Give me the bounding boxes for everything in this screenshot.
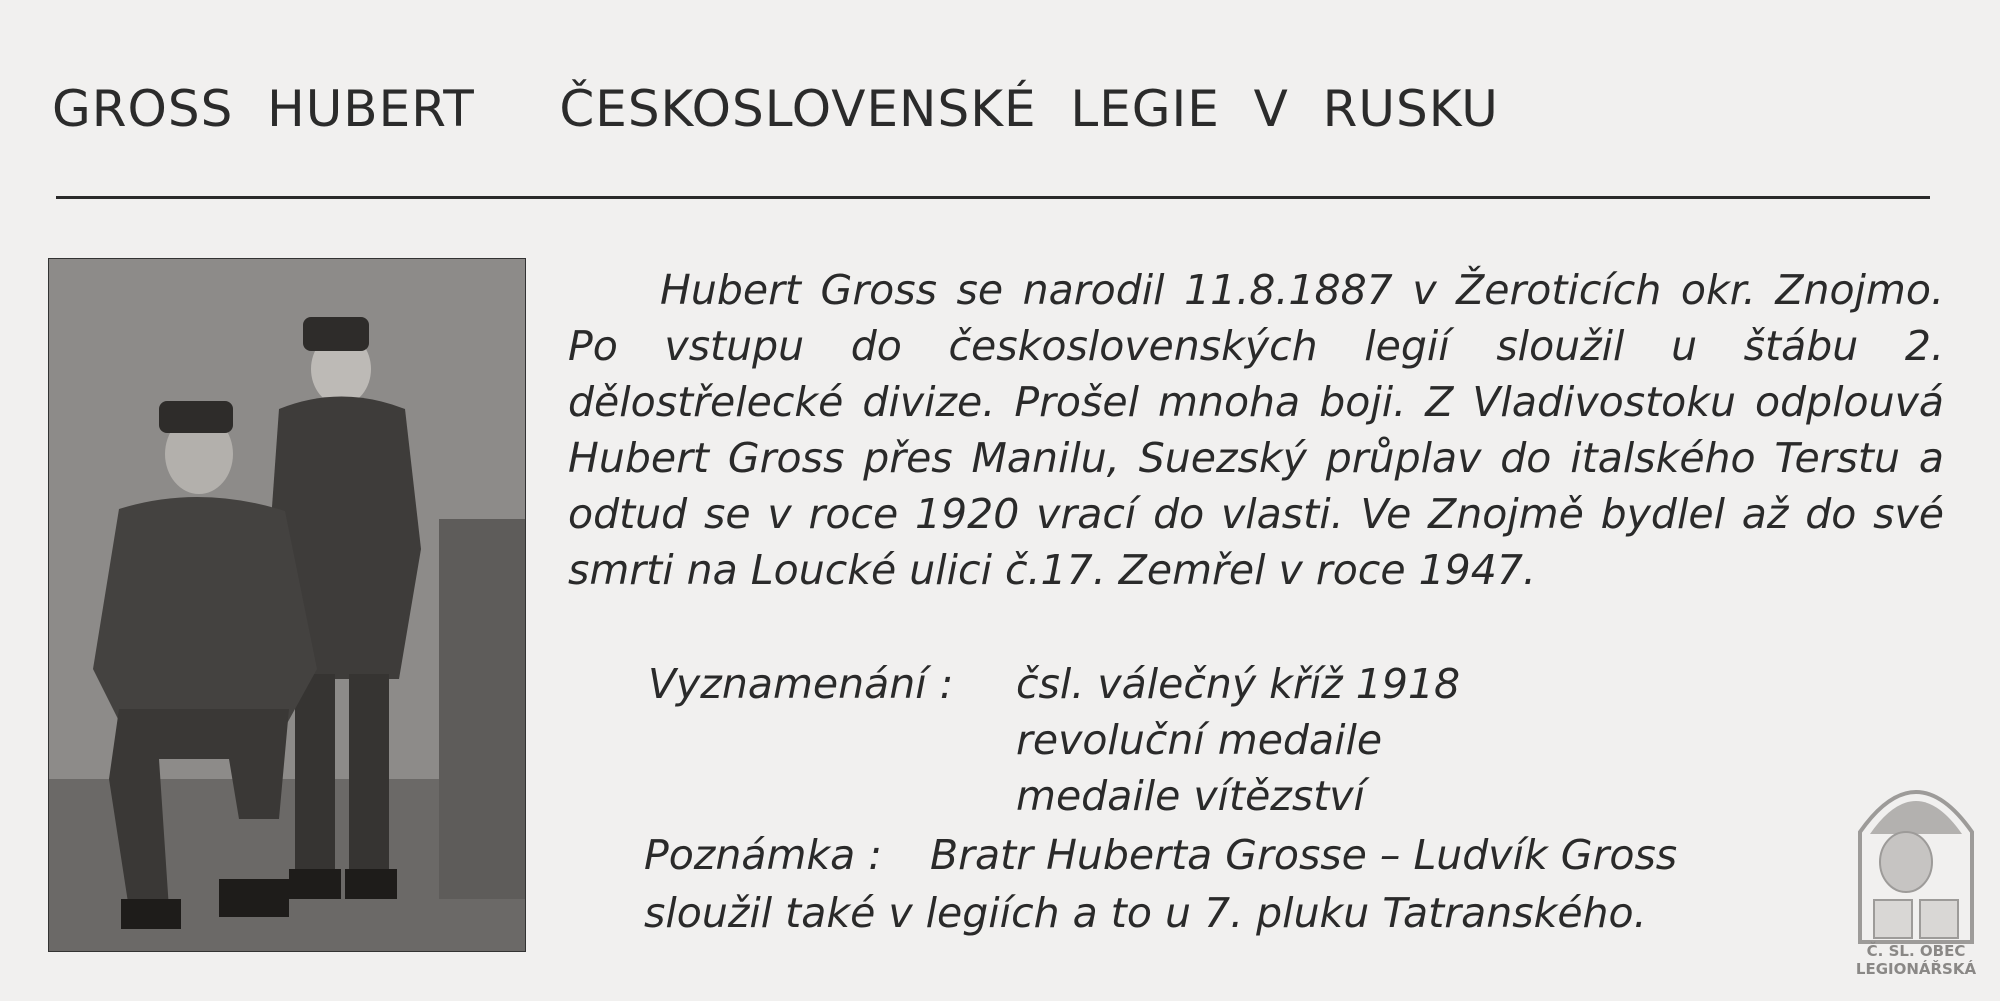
decoration-item: medaile vítězství [1016, 772, 1365, 820]
note-text-2: sloužil také v legiích a to u 7. pluku Tatranského. [644, 889, 1647, 937]
decoration-item: revoluční medaile [1016, 716, 1383, 764]
decoration-item: čsl. válečný kříž 1918 [1016, 660, 1461, 708]
title-divider [56, 196, 1930, 199]
portrait-photo [48, 258, 526, 952]
decorations-list [1016, 656, 1460, 824]
note-label: Poznámka : [644, 831, 883, 879]
decorations-block [648, 656, 1460, 824]
page-title [52, 80, 1499, 138]
note-line-1 [644, 826, 1677, 884]
emblem-caption [1848, 942, 1984, 978]
emblem-caption-top: Č. SL. OBEC [1866, 942, 1966, 960]
section-title: ČESKOSLOVENSKÉ LEGIE V RUSKU [559, 80, 1499, 138]
two-soldiers-photo-image [49, 259, 525, 951]
biography-paragraph: Hubert Gross se narodil 11.8.1887 v Žeroticích okr. Znojmo. Po vstupu do československých legií sloužil u štábu 2. dělostřelecké divize. Prošel mnoha boji. Z Vladivostoku odplouvá Hubert Gross přes Manilu, Suezský průplav do italského Terstu a odtud se v roce 1920 vrací do vlasti. Ve Znojmě bydlel až do své smrti na Loucké ulici č.17. Zemřel v roce 1947. [568, 266, 1944, 594]
note-block [644, 826, 1677, 942]
decorations-label: Vyznamenání : [648, 660, 954, 708]
note-text-1: Bratr Huberta Grosse – Ludvík Gross [930, 831, 1678, 879]
emblem-caption-bottom: LEGIONÁŘSKÁ [1855, 960, 1977, 978]
person-name: GROSS HUBERT [52, 80, 475, 138]
